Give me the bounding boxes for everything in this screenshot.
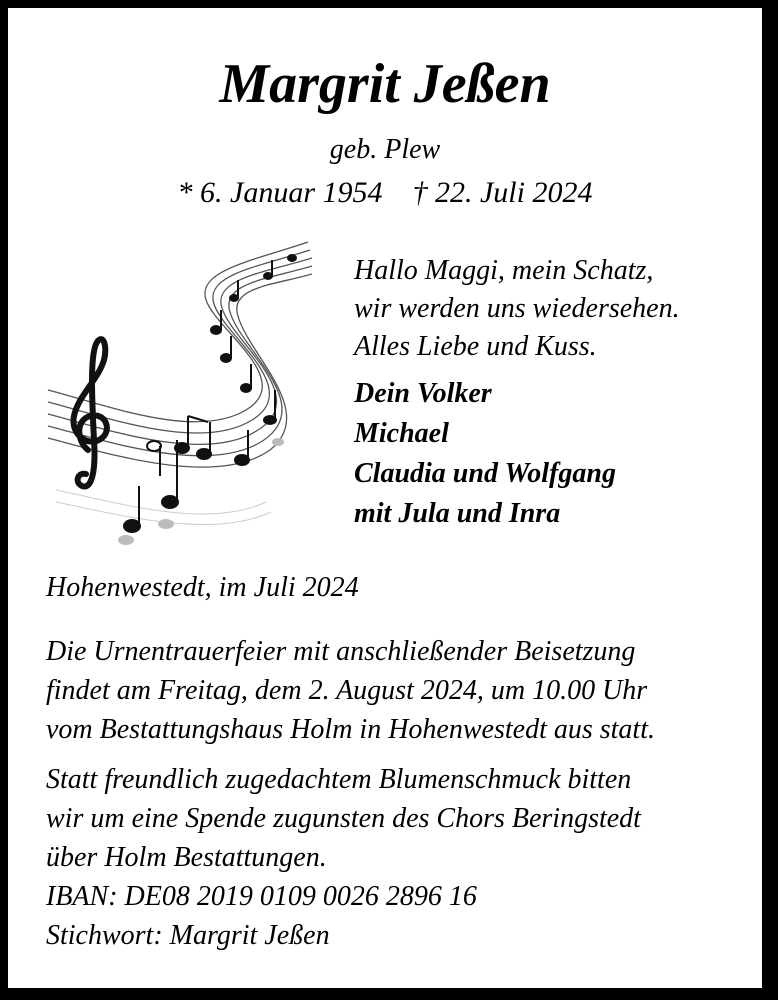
ceremony-line: findet am Freitag, dem 2. August 2024, um 10.00 Uhr (46, 675, 648, 706)
signer: Dein Volker (354, 378, 492, 409)
ceremony-line: vom Bestattungshaus Holm in Hohenwestedt aus statt. (46, 714, 655, 745)
maiden-name: geb. Plew (329, 134, 441, 165)
signers-list (354, 374, 754, 534)
keyword: Stichwort: Margrit Jeßen (46, 920, 330, 951)
donation-info (46, 760, 746, 955)
message-line: wir werden uns wiedersehen. (354, 293, 680, 324)
signer: Claudia und Wolfgang (354, 458, 616, 489)
signer: mit Jula und Inra (354, 498, 561, 529)
ceremony-line: Die Urnentrauerfeier mit anschließender Beisetzung (46, 636, 636, 667)
donation-line: über Holm Bestattungen. (46, 842, 327, 873)
donation-line: Statt freundlich zugedachtem Blumenschmuck bitten (46, 764, 632, 795)
signer: Michael (354, 418, 449, 449)
obituary-card (8, 8, 762, 988)
life-dates: * 6. Januar 1954 † 22. Juli 2024 (177, 176, 593, 209)
iban: IBAN: DE08 2019 0109 0026 2896 16 (46, 881, 477, 912)
place-date: Hohenwestedt, im Juli 2024 (46, 572, 359, 603)
ceremony-info (46, 632, 746, 749)
message-line: Alles Liebe und Kuss. (354, 331, 597, 362)
music-notes-icon (46, 240, 312, 550)
message-line: Hallo Maggi, mein Schatz, (354, 255, 654, 286)
donation-line: wir um eine Spende zugunsten des Chors Beringstedt (46, 803, 641, 834)
personal-message (354, 252, 754, 366)
deceased-name: Margrit Jeßen (219, 53, 551, 115)
